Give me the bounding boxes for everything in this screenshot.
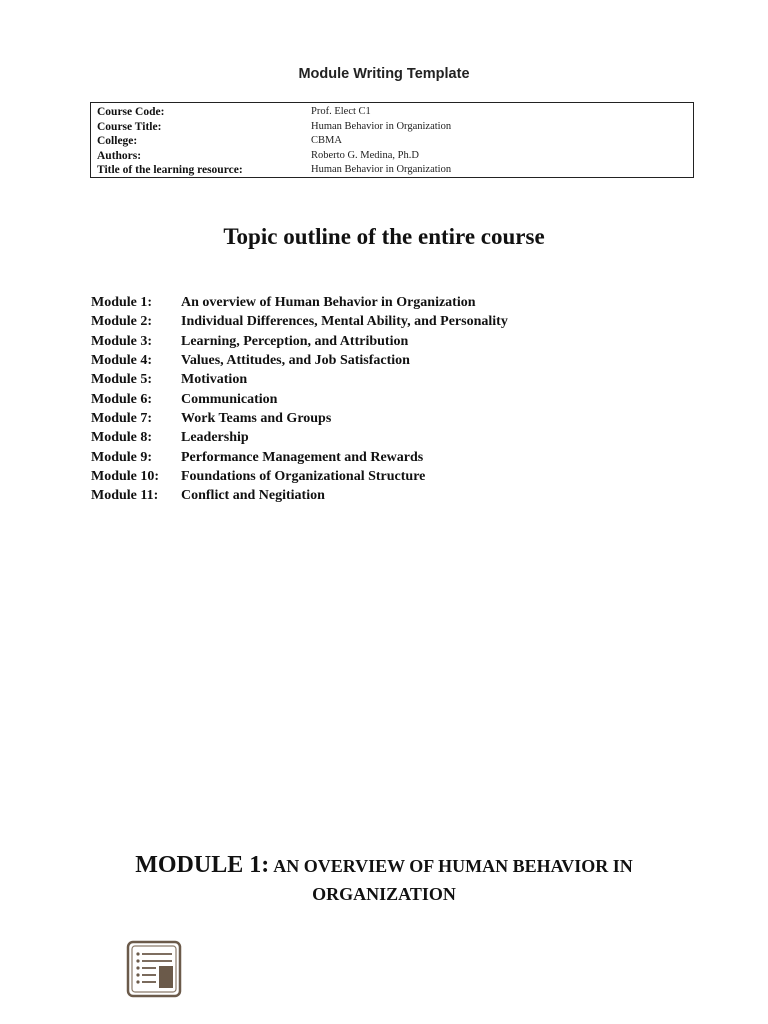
module-topic: An overview of Human Behavior in Organization	[181, 295, 476, 310]
module-topic: Work Teams and Groups	[181, 411, 332, 427]
module-item	[91, 370, 508, 389]
info-label: College:	[97, 135, 138, 148]
module-topic: Leadership	[181, 430, 249, 446]
module-topic: Motivation	[181, 372, 248, 388]
module-list	[91, 293, 508, 506]
module-topic: Communication	[181, 391, 278, 407]
module-number: Module 2:	[91, 314, 153, 330]
module-topic: Performance Management and Rewards	[181, 449, 424, 465]
module-item	[91, 293, 508, 312]
info-value: Prof. Elect C1	[311, 106, 371, 117]
module-number: Module 8:	[91, 430, 153, 446]
info-label: Course Code:	[97, 106, 165, 118]
document-icon-graphic	[126, 940, 182, 998]
module-number: Module 10:	[91, 469, 160, 485]
template-title: Module Writing Template	[298, 66, 470, 82]
module-title-lead: MODULE 1:	[135, 852, 270, 878]
module-item	[91, 312, 508, 331]
info-row-authors	[97, 149, 693, 164]
module-number: Module 4:	[91, 353, 153, 369]
module-number: Module 7:	[91, 411, 153, 427]
document-icon	[126, 940, 182, 1003]
info-value: Roberto G. Medina, Ph.D	[311, 149, 419, 161]
topic-outline-heading: Topic outline of the entire course	[223, 224, 545, 249]
module-topic: Individual Differences, Mental Ability, and Personality	[181, 314, 508, 330]
info-label: Authors:	[97, 149, 142, 162]
info-row-course-title	[97, 120, 693, 135]
module-topic: Foundations of Organizational Structure	[181, 469, 426, 485]
module-1-title	[0, 852, 768, 907]
module-topic: Conflict and Negitiation	[181, 488, 325, 504]
module-item	[91, 467, 508, 486]
course-info-box	[90, 102, 694, 178]
module-item	[91, 486, 508, 505]
module-number: Module 6:	[91, 391, 153, 407]
module-item	[91, 390, 508, 409]
module-number: Module 5:	[91, 372, 153, 388]
module-title-line-2: ORGANIZATION	[312, 884, 456, 904]
info-value: Human Behavior in Organization	[311, 120, 452, 132]
info-row-course-code	[97, 105, 693, 120]
module-number: Module 11:	[91, 488, 159, 504]
module-item	[91, 351, 508, 370]
module-number: Module 3:	[91, 333, 153, 349]
module-number: Module 9:	[91, 449, 153, 465]
module-item	[91, 448, 508, 467]
info-value: Human Behavior in Organization	[311, 164, 452, 176]
module-item	[91, 428, 508, 447]
module-number: Module 1:	[91, 295, 153, 310]
module-item	[91, 409, 508, 428]
module-topic: Learning, Perception, and Attribution	[181, 333, 409, 349]
module-item	[91, 332, 508, 351]
info-row-learning-resource	[97, 163, 693, 178]
module-title-text: AN OVERVIEW OF HUMAN BEHAVIOR IN	[273, 856, 633, 876]
info-row-college	[97, 134, 693, 149]
module-title-line-1	[0, 852, 768, 881]
info-label: Course Title:	[97, 120, 162, 133]
info-label: Title of the learning resource:	[97, 164, 243, 177]
info-value: CBMA	[311, 135, 342, 147]
module-topic: Values, Attitudes, and Job Satisfaction	[181, 353, 410, 369]
